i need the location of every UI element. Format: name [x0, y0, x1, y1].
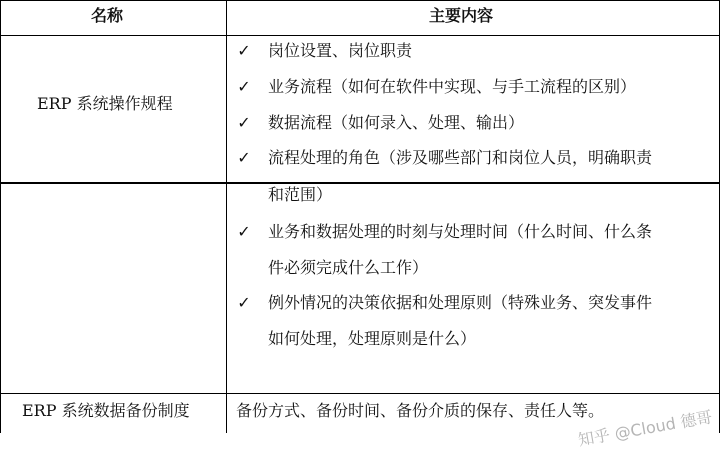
header-bottom-border [0, 35, 720, 36]
header-content: 主要内容 [429, 6, 494, 25]
row3-name: ERP 系统数据备份制度 [22, 401, 190, 420]
check-icon: ✓ [237, 77, 251, 96]
row2-item-2-line1: 例外情况的决策依据和处理原则（特殊业务、突发事件 [268, 293, 653, 312]
row3-top-border [0, 393, 720, 394]
row1-item-1: 岗位设置、岗位职责 [268, 41, 413, 60]
check-icon: ✓ [237, 222, 251, 241]
column-divider [226, 0, 227, 433]
row2-item-1-line1: 业务和数据处理的时刻与处理时间（什么时间、什么条 [268, 222, 653, 241]
table-top-border [0, 0, 720, 1]
row2-item-1-line2: 件必须完成什么工作） [268, 258, 429, 277]
row1-name: ERP 系统操作规程 [37, 94, 173, 113]
page-break-border [0, 182, 720, 184]
check-icon: ✓ [237, 41, 251, 60]
check-icon: ✓ [237, 148, 251, 167]
watermark: 知乎 @Cloud 德哥 [576, 407, 714, 450]
row2-item-2-line2: 如何处理，处理原则是什么） [268, 329, 477, 348]
row1-item-4: 流程处理的角色（涉及哪些部门和岗位人员，明确职责 [268, 148, 653, 167]
row2-continuation: 和范围） [268, 185, 333, 204]
header-name: 名称 [91, 6, 124, 25]
row1-item-2: 业务流程（如何在软件中实现、与手工流程的区别） [268, 77, 637, 96]
row1-item-3: 数据流程（如何录入、处理、输出） [268, 113, 525, 132]
check-icon: ✓ [237, 293, 251, 312]
check-icon: ✓ [237, 113, 251, 132]
table-left-border [0, 0, 1, 433]
row3-content: 备份方式、备份时间、备份介质的保存、责任人等。 [236, 401, 605, 420]
